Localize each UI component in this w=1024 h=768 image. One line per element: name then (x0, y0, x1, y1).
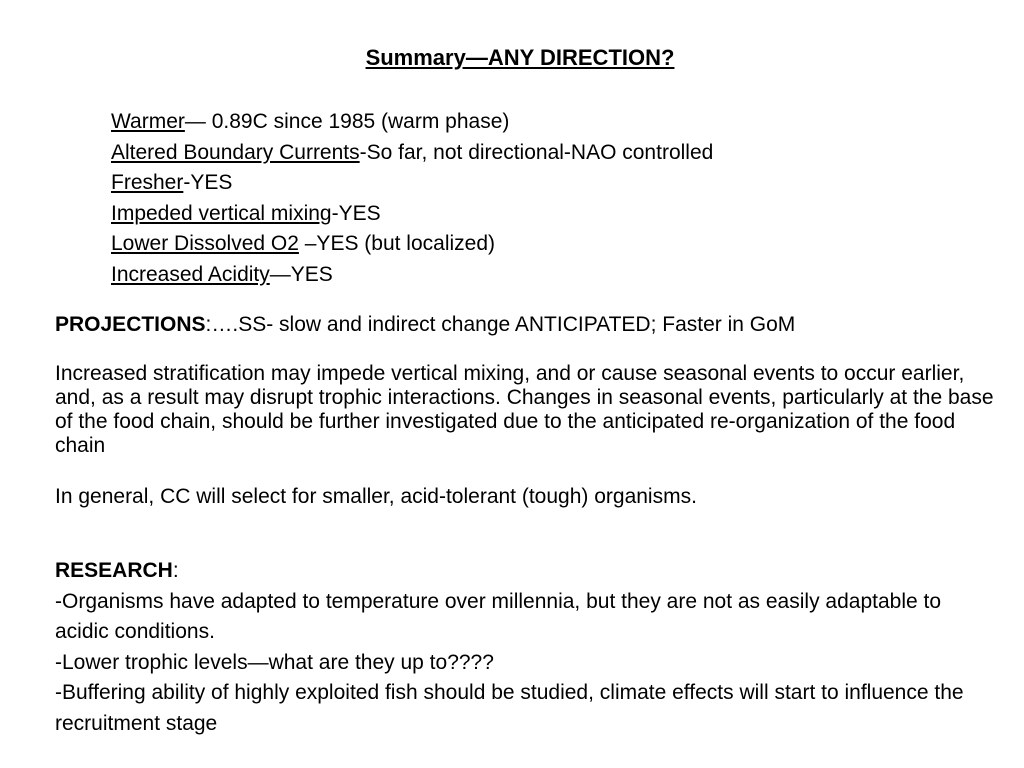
finding-acidity (111, 260, 713, 291)
finding-vertical-mixing (111, 199, 713, 230)
finding-detail: –YES (but localized) (298, 232, 496, 255)
research-item: -Lower trophic levels—what are they up to???? (55, 650, 494, 674)
finding-term: Lower Dissolved O2 (111, 232, 299, 255)
finding-detail: —YES (269, 262, 333, 286)
finding-term: Increased Acidity (111, 262, 270, 286)
finding-fresher (111, 168, 713, 199)
finding-dissolved-o2 (111, 229, 713, 260)
finding-warmer (111, 107, 713, 138)
finding-detail: — 0.89C since 1985 (warm phase) (184, 110, 510, 133)
finding-detail: -YES (331, 201, 381, 225)
finding-term: Altered Boundary Currents (111, 140, 360, 164)
findings-list (111, 107, 713, 290)
finding-term: Fresher (111, 171, 184, 194)
research-heading (55, 556, 995, 587)
finding-detail: -So far, not directional-NAO controlled (359, 140, 714, 164)
finding-boundary-currents (111, 138, 713, 169)
finding-term: Warmer (111, 110, 185, 133)
research-colon: : (172, 559, 179, 582)
stratification-paragraph: Increased stratification may impede vertical mixing, and or cause seasonal events to occur earlier, and, as a result may disrupt trophic interactions. Changes in seasonal events, particularly at the base of the food chain, should be further investigated due to the anticipated re-organization of the food chain (55, 362, 994, 457)
projections-label: PROJECTIONS (55, 313, 206, 336)
projections-paragraph (55, 311, 995, 339)
research-section (55, 556, 995, 739)
finding-detail: -YES (183, 171, 233, 194)
research-label: RESEARCH (55, 559, 173, 582)
research-item: -Organisms have adapted to temperature over millennia, but they are not as easily adaptable to acidic conditions. (55, 589, 942, 643)
slide-title: Summary—ANY DIRECTION? (365, 45, 675, 70)
projections-text: :….SS- slow and indirect change ANTICIPATED; Faster in GoM (205, 313, 796, 336)
finding-term: Impeded vertical mixing (111, 201, 332, 225)
research-item: -Buffering ability of highly exploited fish should be studied, climate effects will start to influence the recruitment stage (55, 681, 964, 735)
general-paragraph: In general, CC will select for smaller, acid-tolerant (tough) organisms. (55, 485, 697, 508)
